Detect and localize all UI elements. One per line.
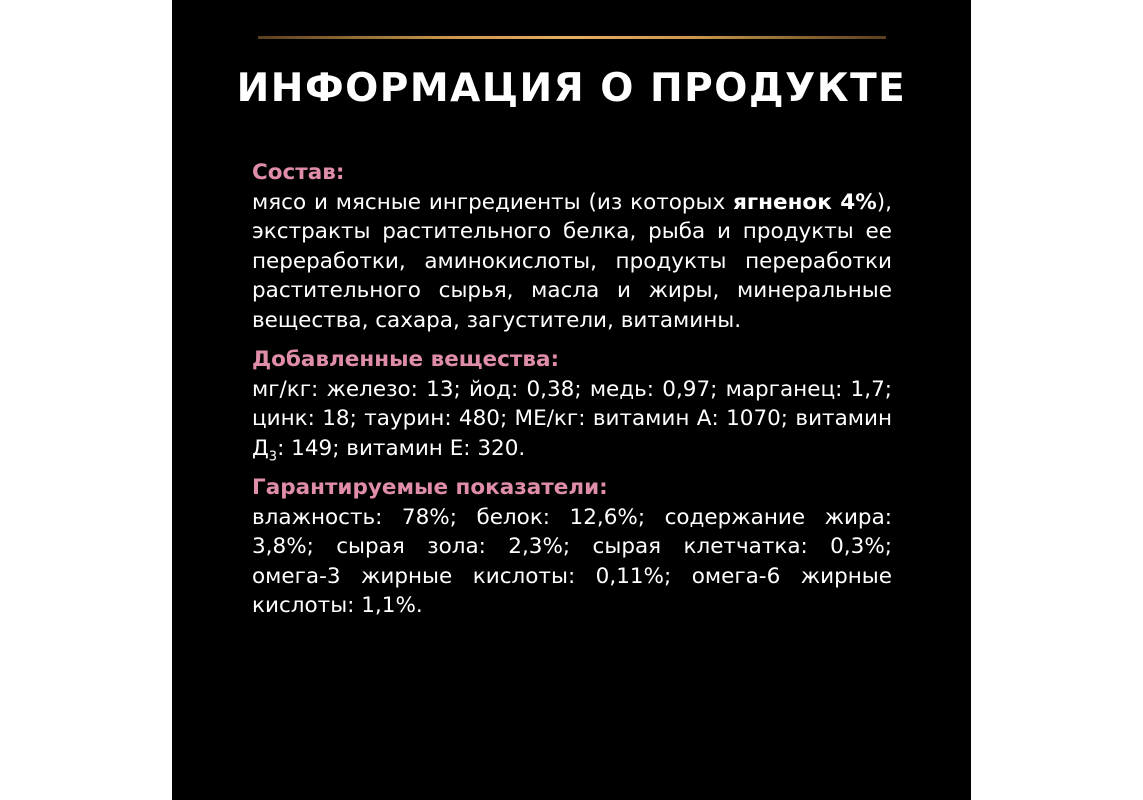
- guaranteed-text: влажность: 78%; белок: 12,6%; содержание жира: 3,8%; сырая зола: 2,3%; сырая клетчатка: 0,3%; омега-3 жирные кислоты: 0,11%; омега-6 жирные кислоты: 1,1%.: [252, 504, 892, 618]
- gold-divider: [258, 36, 886, 39]
- additives-heading: Добавленные вещества:: [252, 347, 560, 372]
- additives-section: [252, 345, 892, 463]
- vitamin-d-subscript: 3: [268, 448, 278, 464]
- additives-text: [252, 375, 892, 464]
- additives-text-start: мг/кг: железо: 13; йод: 0,38; медь: 0,97; марганец: 1,7; цинк: 18; таурин: 480; МЕ/кг: витамин А: 1070; витамин Д: [252, 376, 892, 461]
- product-info-panel: [172, 0, 971, 800]
- composition-text: [252, 188, 892, 336]
- composition-text-start: мясо и мясные ингредиенты (из которых: [252, 189, 734, 215]
- additives-text-end: : 149; витамин Е: 320.: [277, 435, 526, 461]
- page-title: ИНФОРМАЦИЯ О ПРОДУКТЕ: [236, 66, 907, 111]
- composition-highlight: ягненок 4%: [733, 189, 877, 215]
- product-info-content: [252, 158, 892, 621]
- guaranteed-section: [252, 473, 892, 621]
- composition-heading: Состав:: [252, 160, 345, 185]
- composition-text-end: ), экстракты растительного белка, рыба и продукты ее переработки, аминокислоты, продукты переработки растительного сырья, масла и жиры, минеральные вещества, сахара, загустители, витамины.: [252, 189, 893, 333]
- guaranteed-heading: Гарантируемые показатели:: [252, 475, 608, 500]
- composition-section: [252, 158, 892, 335]
